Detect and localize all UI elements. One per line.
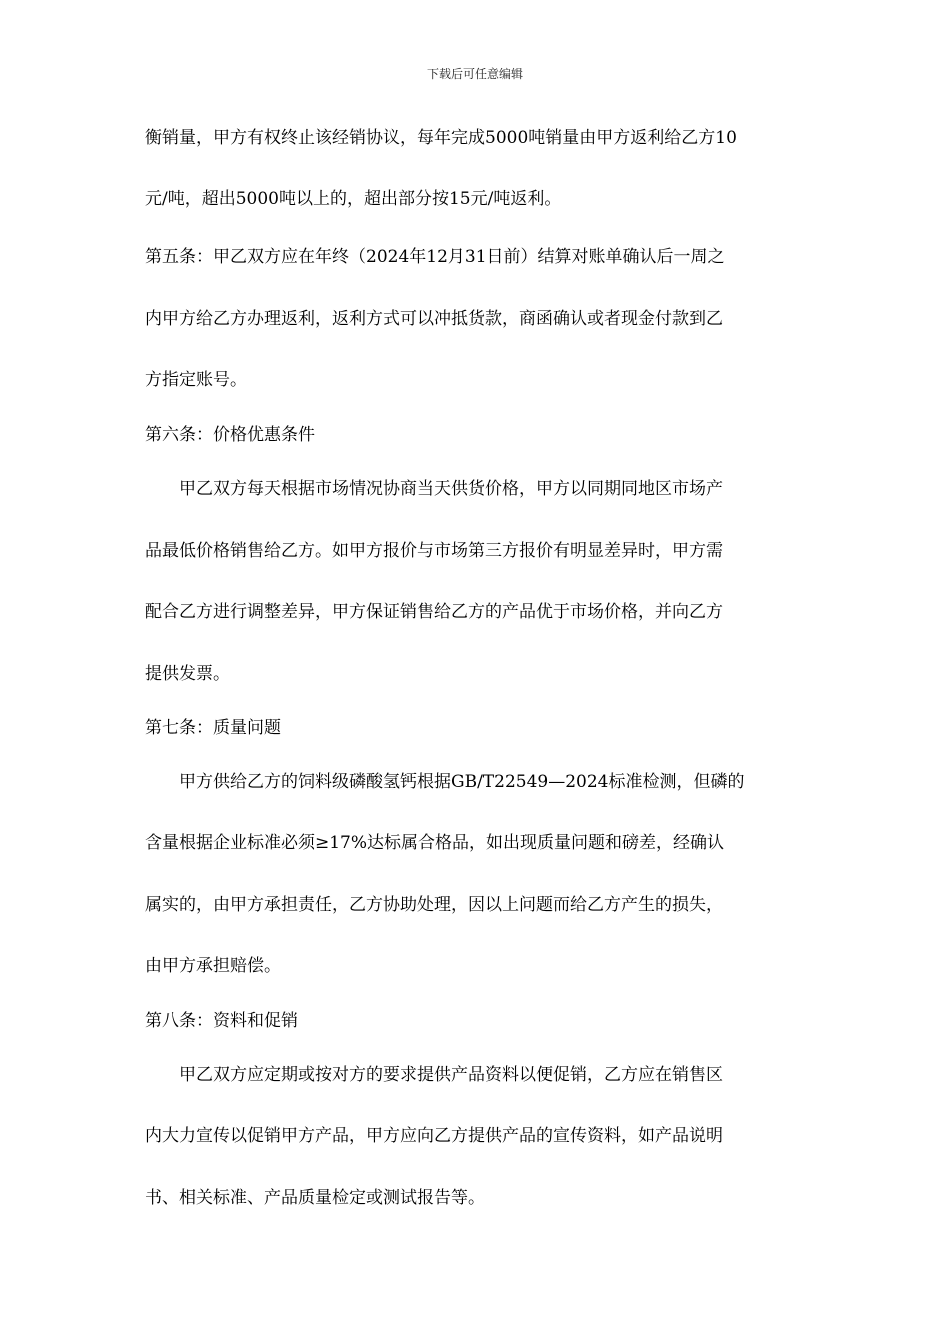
body-line: 方指定账号。 — [145, 370, 247, 390]
clause-7-heading: 第七条：质量问题 — [145, 718, 281, 738]
clause-5-line: 第五条：甲乙双方应在年终（2024年12月31日前）结算对账单确认后一周之 — [145, 247, 725, 267]
body-line: 属实的，由甲方承担责任，乙方协助处理，因以上问题而给乙方产生的损失， — [145, 895, 723, 915]
body-line: 内甲方给乙方办理返利，返利方式可以冲抵货款，商函确认或者现金付款到乙 — [145, 309, 723, 329]
clause-6-heading: 第六条：价格优惠条件 — [145, 425, 315, 445]
body-line: 衡销量，甲方有权终止该经销协议，每年完成5000吨销量由甲方返利给乙方10 — [145, 128, 737, 148]
body-line: 配合乙方进行调整差异，甲方保证销售给乙方的产品优于市场价格，并向乙方 — [145, 602, 723, 622]
page-header: 下载后可任意编辑 — [426, 67, 523, 81]
clause-8-heading: 第八条：资料和促销 — [145, 1011, 298, 1031]
body-line: 甲乙双方应定期或按对方的要求提供产品资料以便促销，乙方应在销售区 — [179, 1065, 723, 1085]
body-line: 书、相关标准、产品质量检定或测试报告等。 — [145, 1188, 485, 1208]
body-line: 甲乙双方每天根据市场情况协商当天供货价格，甲方以同期同地区市场产 — [179, 479, 723, 499]
body-line: 含量根据企业标准必须≥17%达标属合格品，如出现质量问题和磅差，经确认 — [145, 833, 725, 853]
body-line: 内大力宣传以促销甲方产品，甲方应向乙方提供产品的宣传资料，如产品说明 — [145, 1126, 723, 1146]
body-line: 由甲方承担赔偿。 — [145, 956, 281, 976]
body-line: 品最低价格销售给乙方。如甲方报价与市场第三方报价有明显差异时，甲方需 — [145, 541, 723, 561]
body-line: 提供发票。 — [145, 664, 230, 684]
body-line: 元/吨，超出5000吨以上的，超出部分按15元/吨返利。 — [145, 189, 562, 209]
body-line: 甲方供给乙方的饲料级磷酸氢钙根据GB/T22549—2024标准检测，但磷的 — [179, 772, 745, 792]
